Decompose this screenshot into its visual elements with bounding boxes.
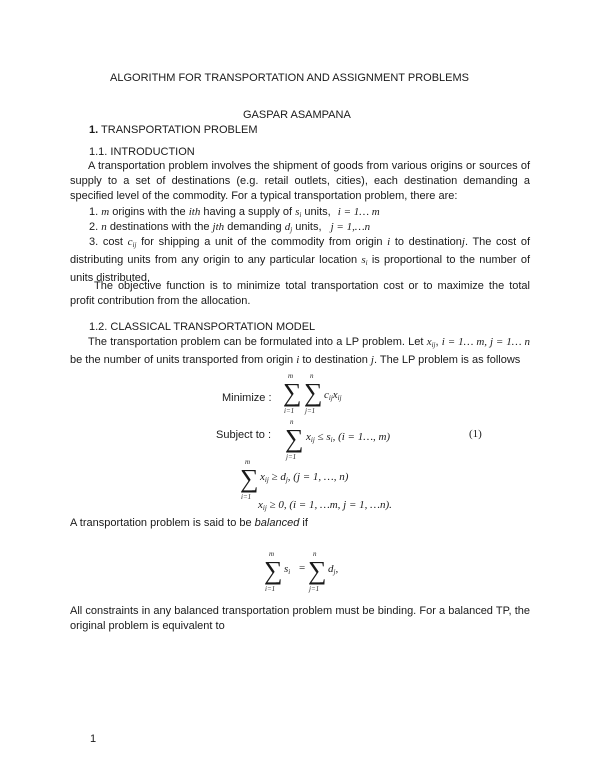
section-1-title: TRANSPORTATION PROBLEM [101, 124, 258, 136]
list-item-2-text-2: demanding [227, 221, 282, 233]
constraint-nonnegativity: $x_{ij} \ge 0$, (i = 1, …m, j = 1, …n). [258, 499, 392, 512]
list-item-3-text-3: to destination [394, 236, 462, 248]
var-ith: ith [188, 206, 201, 218]
document-page: ALGORITHM FOR TRANSPORTATION AND ASSIGNMENT PROBLEMS GASPAR ASAMPANA 1. TRANSPORTATION PROBLEM 1.1. INTRODUCTION A transportation problem involves the shipment of goods from various origins or sources of supply to a set of destinations (e.g. retail outlets, cities), each destination demanding a specified level of the commodity. For a typical transportation problem, there are: 1. m origins with the ith having a supply of $s_i$ units, i = 1… m 2. n destinations with the jth demanding $d_j$ units, j = 1,…n 3. cost $c_{ij}$ for shipping a unit of the commodity from origin i to destinationj. The cost of distributing units from any origin to any particular location $s_i$ is proportional to the number of units distributed. The objective function is to minimize total transportation cost or to maximize the total profit contribution from the allocation. 1.2. CLASSICAL TRANSPORTATION MODEL The transportation problem can be formulated into a LP problem. Let $x_{ij}$, i = 1… m, j = 1… n be the number of units transported from origin i to destination j. The LP problem is as follows Minimize : m ∑ i=1 n ∑ j=1 $c_{ij}x_{ij}$ Subject to : n ∑ j=1 $x_{ij} \le s_i$, (i = 1…, m) (1) m ∑ i=1 $x_{ij} \ge d_j$, (j = 1, …, n) $x_{ij} \ge 0$, (i = 1, …m, j = 1, …n). A transportation problem is said to be balanced if m ∑ i=1 $s_i$ = n ∑ j=1 $d_j$, All constraints in any balanced transportation problem must be binding. For a balanced TP, the original problem is equivalent to 1 [70, 72, 531, 745]
subject-to-label: Subject to : [216, 429, 272, 441]
model-text-1: The transportation problem can be formulated into a LP problem. Let [88, 336, 424, 348]
var-si: $s_i$ [295, 206, 302, 219]
minimize-label: Minimize : [222, 392, 272, 404]
list-item-2-number: 2. [89, 221, 99, 233]
doc-author: GASPAR ASAMPANA [243, 109, 351, 121]
subsection-1-1-heading: 1.1. INTRODUCTION [89, 146, 195, 158]
var-j: j [461, 236, 465, 248]
section-1-number: 1. [89, 124, 99, 136]
var-j-2: j [370, 354, 374, 367]
list-item-3-text: 3. cost [89, 236, 123, 248]
list-item-3-text-2: for shipping a unit of the commodity from origin [141, 236, 383, 248]
model-text-4: . The LP problem is as follows [373, 354, 521, 367]
var-xij: $x_{ij}$ [426, 336, 436, 349]
page-number: 1 [90, 733, 97, 745]
range-i: i = 1… m [337, 206, 380, 218]
list-item-1-text: origins with the [112, 206, 186, 218]
model-text-2: be the number of units transported from origin [70, 354, 294, 367]
closing-paragraph: All constraints in any balanced transportation problem must be binding. For a balanced TP, the original problem is equivalent to [70, 605, 530, 633]
var-i: i [387, 236, 391, 248]
intro-paragraph: A transportation problem involves the shipment of goods from various origins or sources of supply to a set of destinations (e.g. retail outlets, cities), each destination demanding a specified level of the commodity. For a typical transportation problem, there are: [70, 160, 530, 203]
balanced-term: balanced [254, 517, 300, 529]
list-item-2-text: destinations with the [109, 221, 210, 233]
var-dj: $d_j$ [284, 221, 293, 234]
var-jth: jth [212, 221, 225, 233]
var-n: n [101, 221, 107, 233]
list-item-1-number: 1. [89, 206, 99, 218]
model-text-3: to destination [302, 354, 368, 367]
objective-paragraph: The objective function is to minimize total transportation cost or to maximize the total profit contribution from the allocation. [70, 280, 530, 308]
model-range: i = 1… m, j = 1… n [441, 336, 530, 348]
list-item-1-text-3: units, [304, 206, 331, 218]
list-item-2-text-3: units, [295, 221, 322, 233]
var-m: m [101, 206, 110, 218]
list-item-1-text-2: having a supply of [203, 206, 293, 218]
var-i-2: i [296, 354, 300, 367]
equation-number: (1) [469, 428, 482, 440]
subsection-1-2-heading: 1.2. CLASSICAL TRANSPORTATION MODEL [89, 321, 316, 333]
list-item-3-text-5: is proportional to the number of units distributed. [70, 254, 530, 285]
section-1-heading [89, 123, 258, 138]
doc-title: ALGORITHM FOR TRANSPORTATION AND ASSIGNMENT PROBLEMS [110, 72, 469, 84]
list-item-3-text-4: . The cost of distributing units from any origin to any particular location [70, 236, 531, 267]
var-cij: $c_{ij}$ [127, 236, 137, 249]
var-si-2: $s_i$ [361, 254, 368, 268]
range-j: j = 1,…n [330, 221, 371, 233]
model-paragraph: The transportation problem can be formulated into a LP problem. Let $x_{ij}$, i = 1… m, j = 1… n be the number of units transported from origin i to destination j. The LP problem is as follows [70, 336, 530, 367]
balanced-definition: A transportation problem is said to be balanced if [70, 517, 308, 529]
